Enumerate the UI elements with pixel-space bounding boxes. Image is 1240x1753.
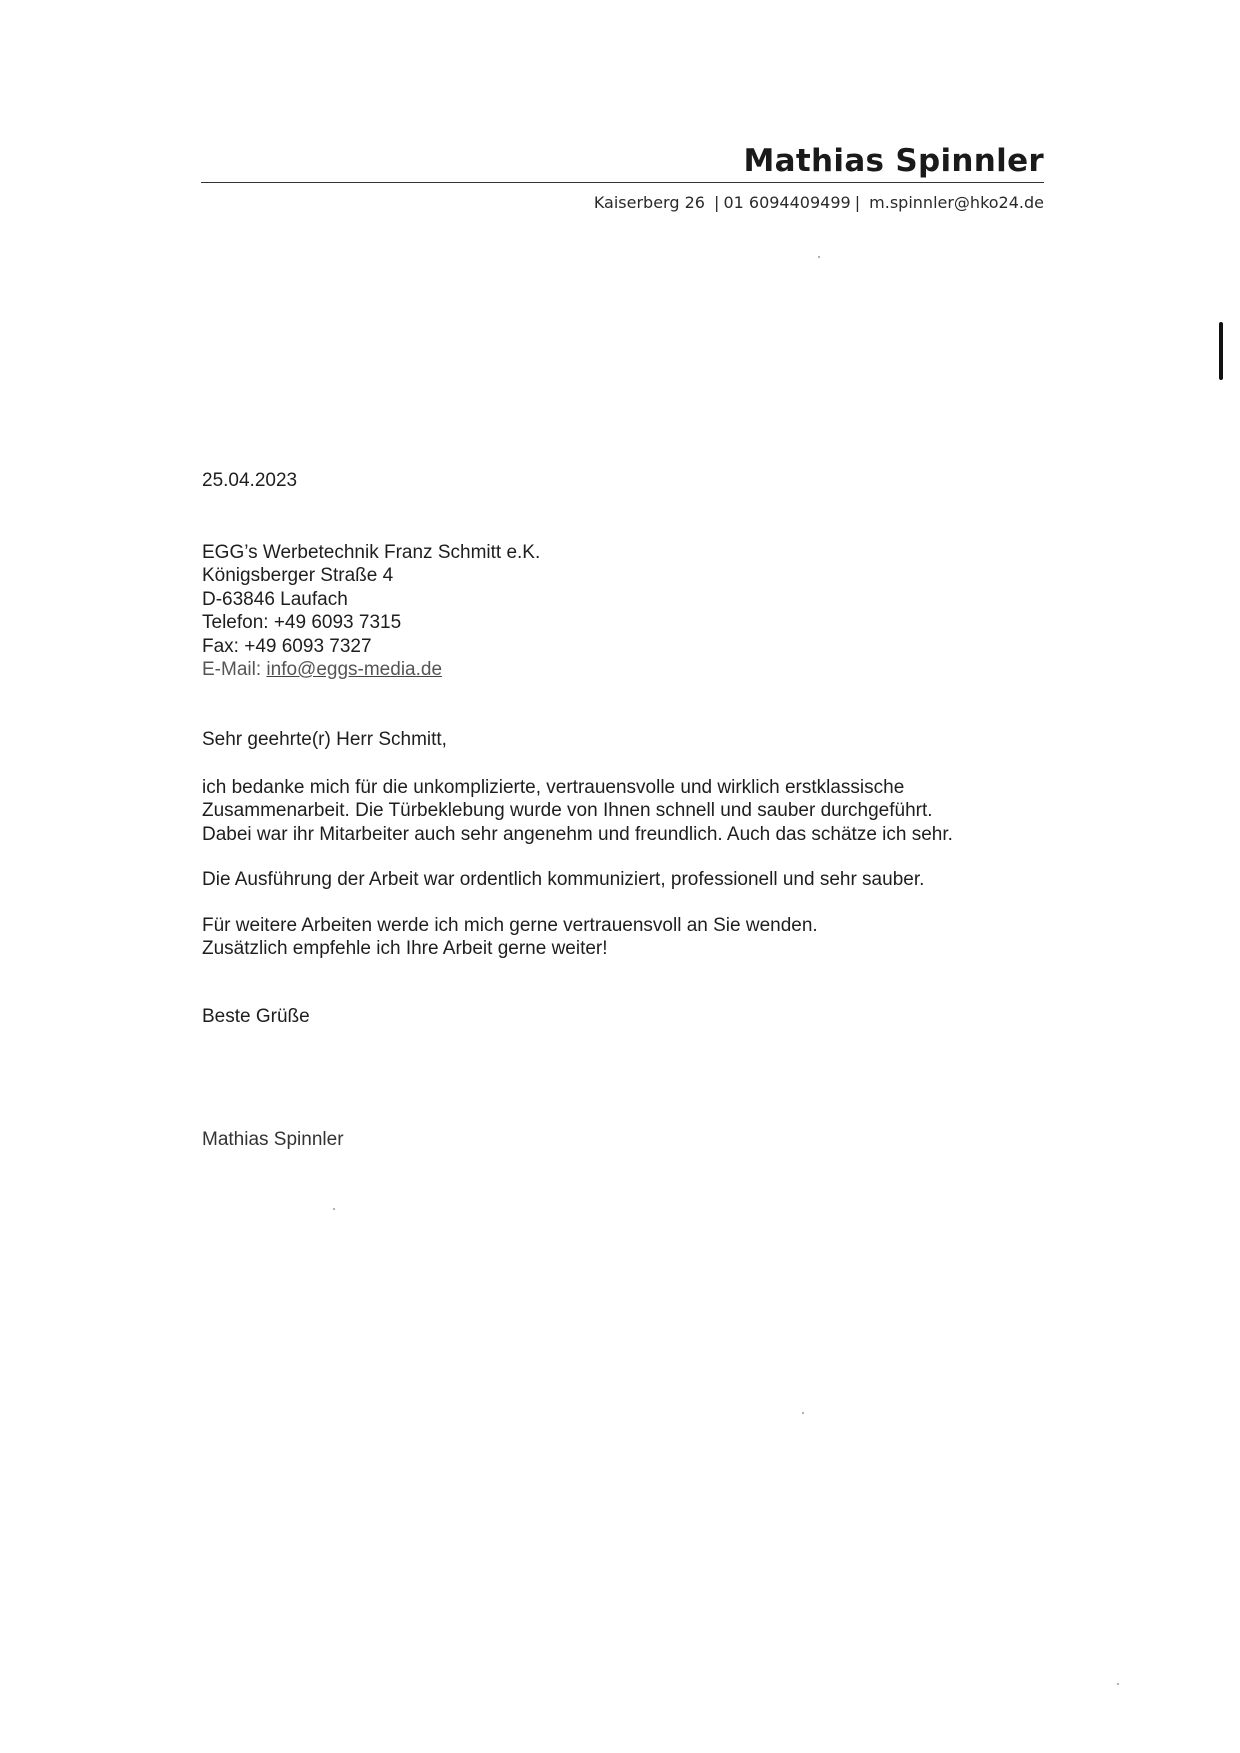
body-paragraph-2: Die Ausführung der Arbeit war ordentlich kommuniziert, professionell und sehr sauber. [202, 869, 925, 890]
signature-name: Mathias Spinnler [202, 1129, 344, 1150]
paragraph-line: Zusätzlich empfehle ich Ihre Arbeit gerne weiter! [202, 938, 608, 960]
header-rule [201, 182, 1044, 183]
recipient-city: D-63846 Laufach [202, 588, 348, 610]
recipient-fax: Fax: +49 6093 7327 [202, 635, 372, 657]
recipient-phone: Telefon: +49 6093 7315 [202, 612, 402, 634]
contact-separator: | [854, 193, 861, 212]
salutation: Sehr geehrte(r) Herr Schmitt, [202, 729, 447, 750]
recipient-email-label: E-Mail: [202, 659, 262, 681]
scan-artifact-dot [333, 1208, 335, 1210]
scan-artifact-mark [1219, 322, 1223, 380]
sender-name: Mathias Spinnler [743, 143, 1044, 179]
scan-artifact-dot [818, 256, 820, 258]
sender-email: m.spinnler@hko24.de [869, 193, 1044, 212]
paragraph-line: ich bedanke mich für die unkomplizierte, vertrauensvolle und wirklich erstklassische [202, 777, 905, 798]
body-paragraph-3 [202, 914, 818, 961]
contact-separator: | [714, 193, 720, 212]
letter-date: 25.04.2023 [202, 470, 298, 491]
sender-phone: 01 6094409499 [723, 193, 851, 212]
sender-contact-line [594, 193, 1044, 212]
recipient-email-value: info@eggs-media.de [266, 659, 443, 681]
recipient-street: Königsberger Straße 4 [202, 565, 394, 587]
scan-artifact-dot [1117, 1683, 1119, 1685]
paragraph-line: Dabei war ihr Mitarbeiter auch sehr angenehm und freundlich. Auch das schätze ich sehr. [202, 823, 953, 845]
recipient-email-line [202, 658, 540, 681]
closing: Beste Grüße [202, 1006, 310, 1027]
body-paragraph-1 [202, 776, 953, 846]
sender-address: Kaiserberg 26 [593, 193, 705, 212]
recipient-company: EGG’s Werbetechnik Franz Schmitt e.K. [202, 542, 541, 563]
scan-artifact-dot [802, 1412, 804, 1414]
paragraph-line: Für weitere Arbeiten werde ich mich gerne vertrauensvoll an Sie wenden. [202, 915, 818, 936]
paragraph-line: Zusammenarbeit. Die Türbeklebung wurde von Ihnen schnell und sauber durchgeführt. [202, 800, 933, 822]
recipient-address [202, 541, 540, 681]
